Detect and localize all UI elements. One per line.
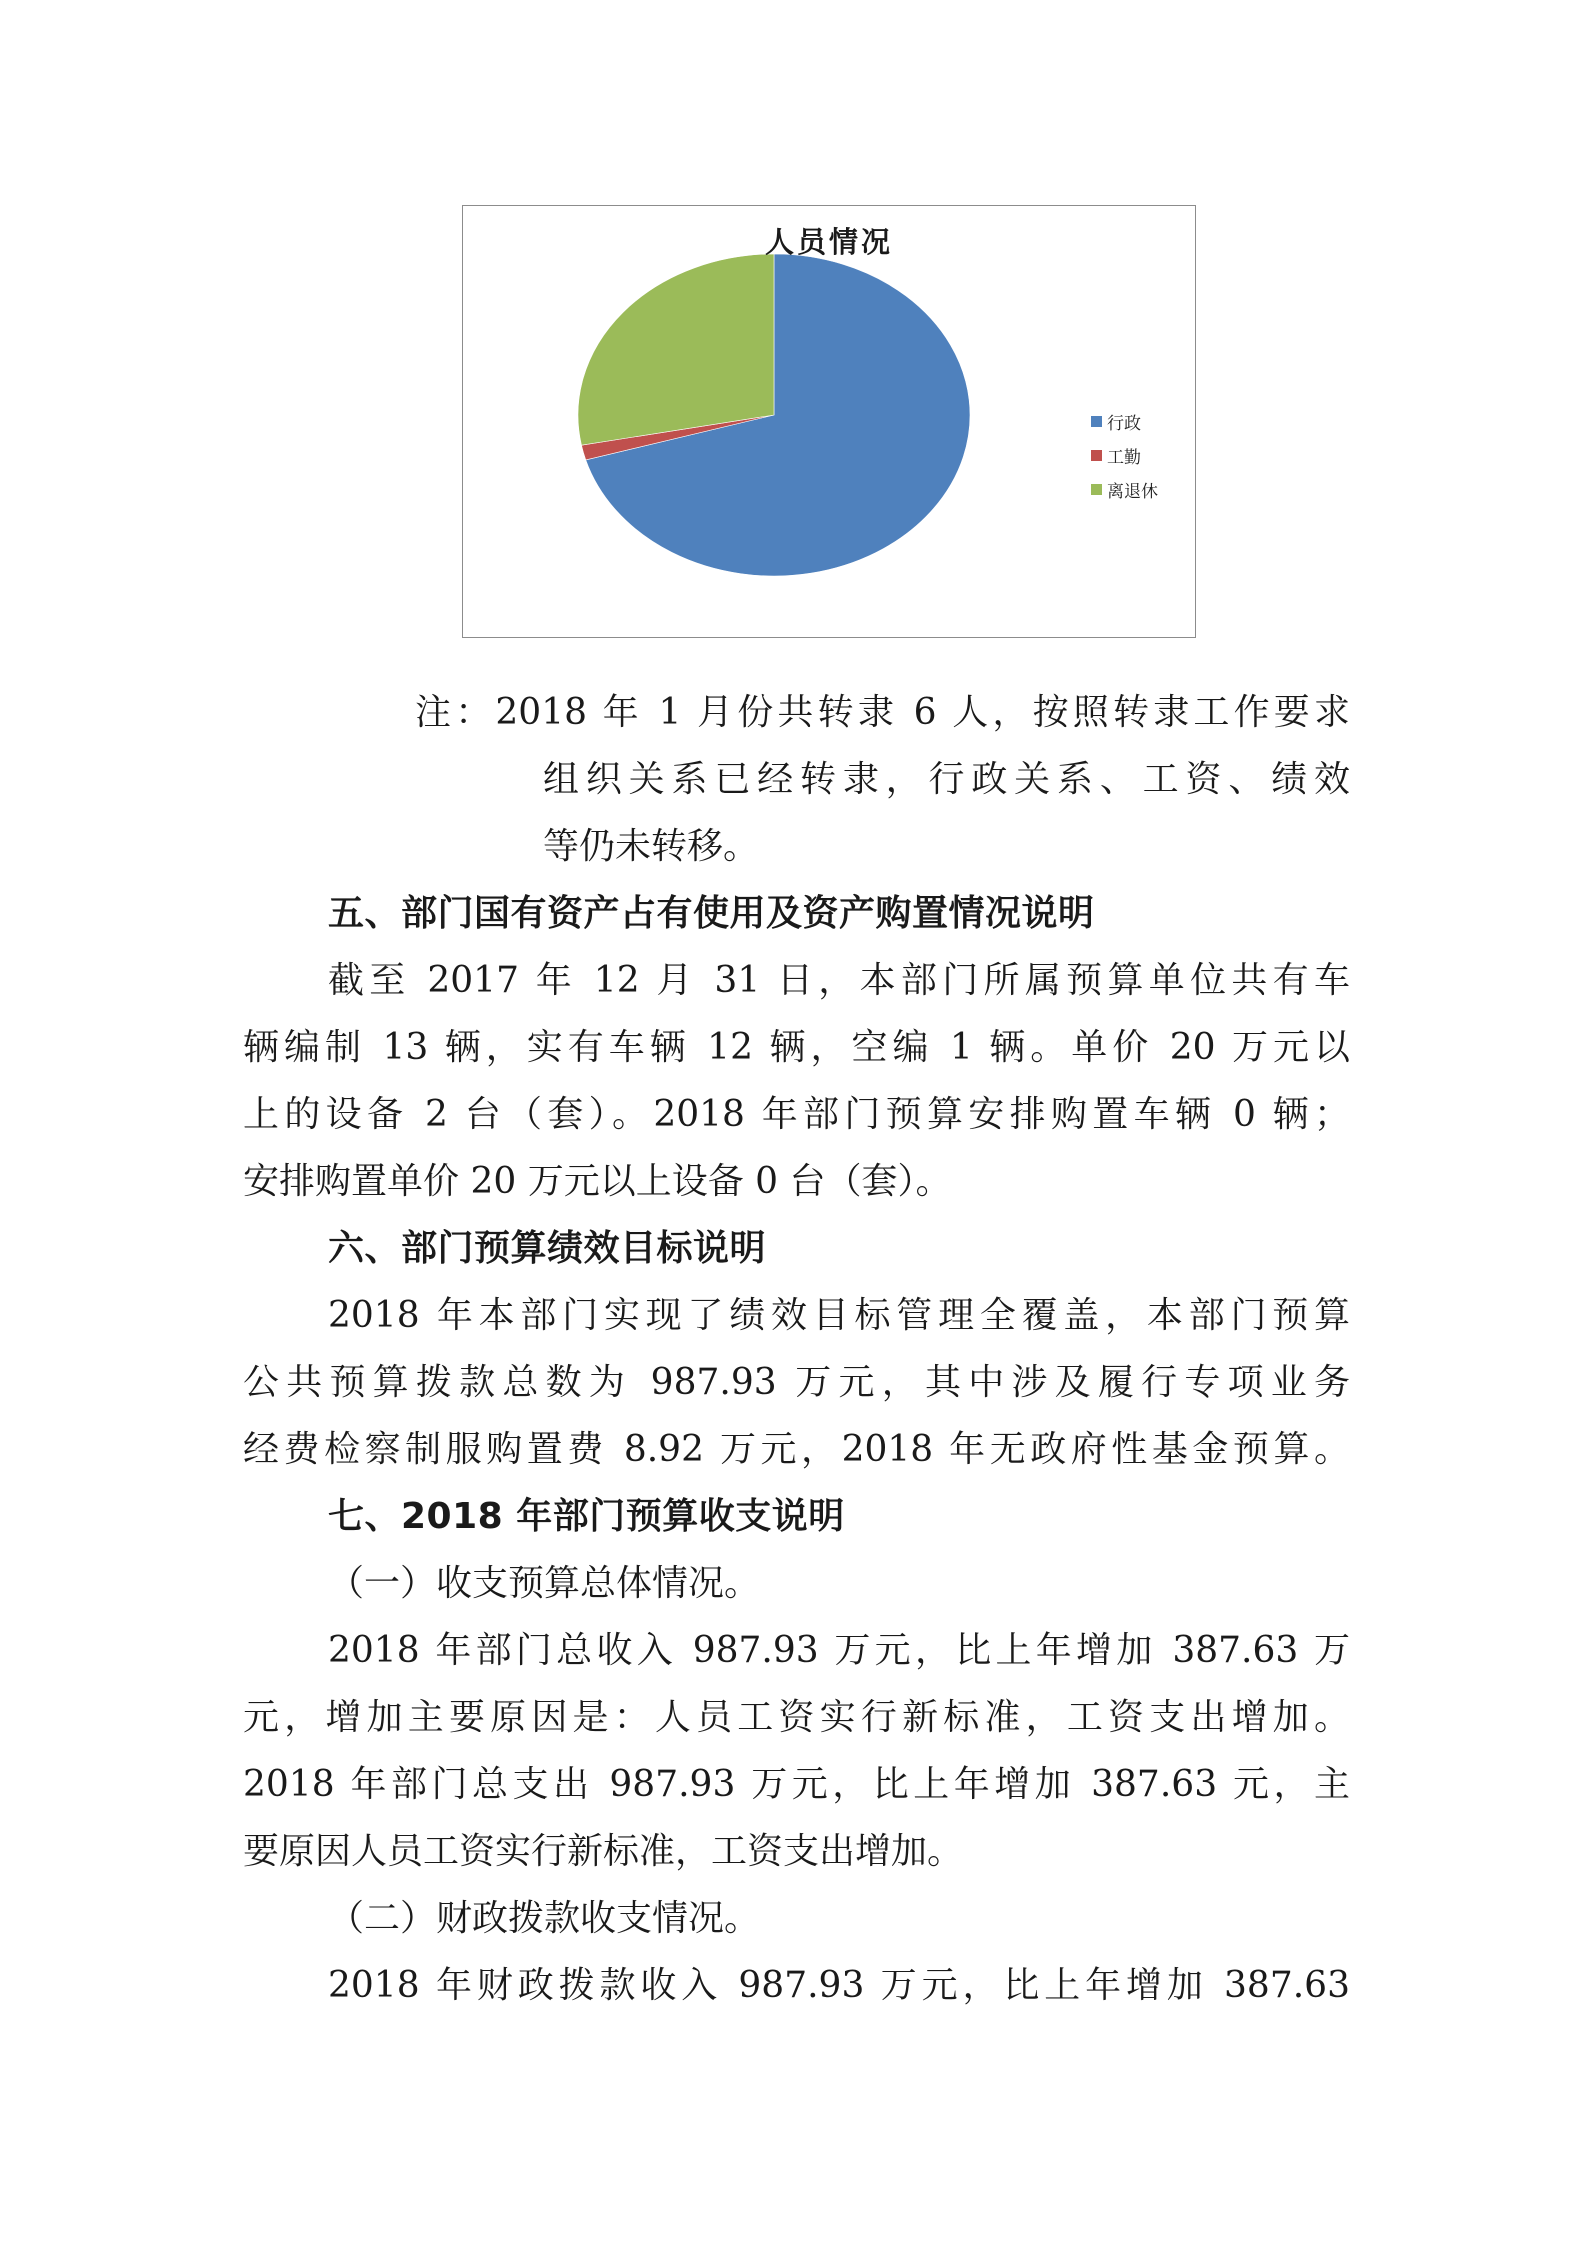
pie-chart-svg (463, 206, 1197, 639)
legend-item-retired (1091, 472, 1158, 506)
section-6-heading: 六、部门预算绩效目标说明 (328, 1228, 767, 1269)
pie-slice-retired (578, 254, 774, 445)
legend-label-retired: 离退休 (1107, 481, 1158, 502)
section-7-line-5: 2018 年财政拨款收入 987.93 万元，比上年增加 387.63 (328, 1965, 1350, 2006)
legend-item-admin (1091, 404, 1158, 438)
section-5-line-3: 上的设备 2 台（套）。2018 年部门预算安排购置车辆 0 辆； (243, 1094, 1350, 1135)
section-6-line-2: 公共预算拨款总数为 987.93 万元，其中涉及履行专项业务 (243, 1362, 1350, 1403)
section-7-line-4: 要原因人员工资实行新标准，工资支出增加。 (243, 1831, 964, 1872)
section-5-line-4: 安排购置单价 20 万元以上设备 0 台（套）。 (243, 1161, 952, 1202)
section-5-heading: 五、部门国有资产占有使用及资产购置情况说明 (328, 893, 1095, 934)
legend-swatch-logistics (1091, 450, 1102, 461)
section-7-sub-2: （二）财政拨款收支情况。 (328, 1898, 761, 1939)
section-6-line-1: 2018 年本部门实现了绩效目标管理全覆盖，本部门预算 (328, 1295, 1350, 1336)
section-7-sub-1: （一）收支预算总体情况。 (328, 1563, 761, 1604)
note-line-3: 等仍未转移。 (543, 826, 760, 867)
legend-item-logistics (1091, 438, 1158, 472)
legend-label-admin: 行政 (1107, 413, 1141, 434)
section-7-line-3: 2018 年部门总支出 987.93 万元，比上年增加 387.63 元，主 (243, 1764, 1350, 1805)
section-5-line-2: 辆编制 13 辆，实有车辆 12 辆，空编 1 辆。单价 20 万元以 (243, 1027, 1350, 1068)
section-7-line-2: 元，增加主要原因是：人员工资实行新标准，工资支出增加。 (243, 1697, 1350, 1738)
legend-label-logistics: 工勤 (1107, 447, 1141, 468)
legend-swatch-retired (1091, 484, 1102, 495)
section-6-line-3: 经费检察制服购置费 8.92 万元，2018 年无政府性基金预算。 (243, 1429, 1350, 1470)
section-7-heading: 七、2018 年部门预算收支说明 (328, 1496, 845, 1537)
pie-chart (462, 205, 1196, 638)
section-7-line-1: 2018 年部门总收入 987.93 万元，比上年增加 387.63 万 (328, 1630, 1350, 1671)
section-5-line-1: 截至 2017 年 12 月 31 日，本部门所属预算单位共有车 (328, 960, 1350, 1001)
note-line-2: 组织关系已经转隶，行政关系、工资、绩效 (543, 759, 1350, 800)
chart-legend (1091, 404, 1158, 506)
legend-swatch-admin (1091, 416, 1102, 427)
chart-title: 人员情况 (764, 225, 893, 259)
note-line-1: 注：2018 年 1 月份共转隶 6 人，按照转隶工作要求 (415, 692, 1350, 733)
